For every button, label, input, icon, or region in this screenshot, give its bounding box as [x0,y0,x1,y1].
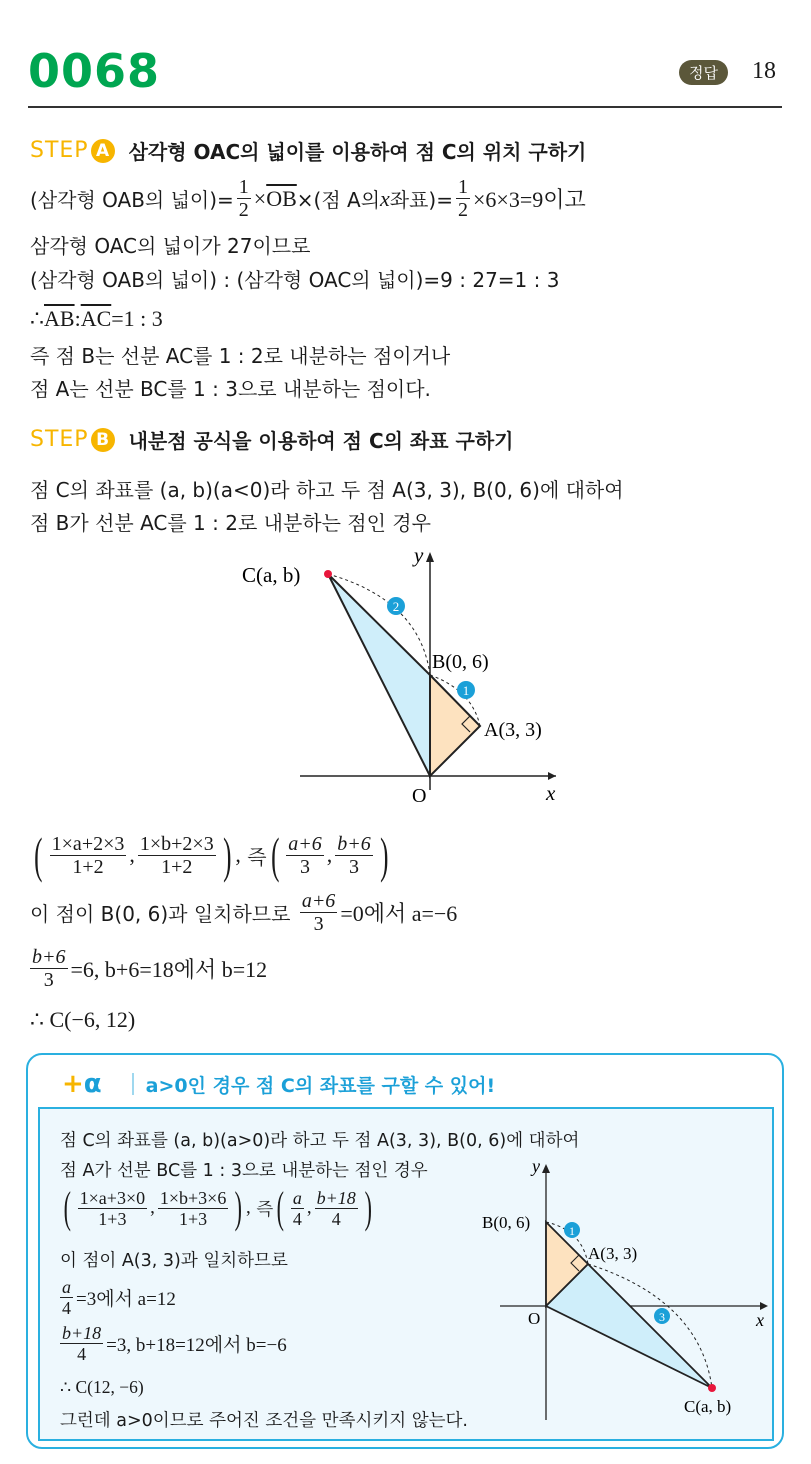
math-text: ( [34,827,43,883]
math-text: $\overline{AB}$ [44,306,75,331]
text-line: 점 B가 선분 AC를 1 : 2로 내분하는 점인 경우 [30,511,431,535]
math-text: 3 [348,855,359,878]
label-c: C(a, b) [684,1397,732,1416]
math-text: 2 [458,199,468,221]
math-text: , [306,1197,312,1218]
math-text: + [62,1069,84,1099]
text-line: 점 C의 좌표를 (a, b)(a<0)라 하고 두 점 A(3, 3), B(0, 6)에 대하여 [30,478,624,502]
label-x: x [546,781,556,805]
math-text: , [150,1197,155,1218]
graphic [546,1264,712,1388]
step-letter-badge: B [91,428,115,452]
math-text: 4 [77,1344,87,1364]
graphic [760,1302,768,1310]
math-text: , [326,842,333,867]
step-label: STEP [30,138,89,163]
math-text: 1+2 [72,855,104,878]
answer-badge: 정답 [679,60,728,85]
math-text: a+6 [288,832,322,855]
math-text: ) [222,827,232,883]
math-text: ∴ [30,306,44,331]
step-title: 내분점 공식을 이용하여 점 C의 좌표 구하기 [128,429,514,453]
math-text: 1+3 [98,1208,127,1229]
text-line: 점 A가 선분 BC를 1 : 3으로 내분하는 점인 경우 [60,1161,428,1181]
label-a: A(3, 3) [588,1244,638,1263]
text: ×6×3=9이고 [473,187,586,212]
math-text: b+18 [62,1323,102,1343]
math-text: 1×b+2×3 [139,832,214,855]
math-text: 3 [313,913,324,935]
text-line: 점 A는 선분 BC를 1 : 3으로 내분하는 점이다. [30,377,431,401]
problem-number: 0068 [28,44,161,98]
math-text: ( [276,1183,285,1232]
math-text: a [62,1277,71,1297]
text: x [380,185,390,211]
math-text: 3 [299,855,310,878]
math-text: ) [379,827,389,883]
text-line: 점 C의 좌표를 (a, b)(a>0)라 하고 두 점 A(3, 3), B(0, 6)에 대하여 [60,1131,580,1151]
math-text: ) [234,1183,243,1232]
math-text: =3에서 a=12 [76,1289,176,1310]
math-text: , [129,842,135,867]
math-text: b+6 [337,832,371,855]
math-text: 4 [62,1298,71,1318]
math-text: 4 [331,1208,341,1229]
math-text: ) [364,1183,372,1232]
graphic [708,1384,716,1392]
label-o: O [412,785,427,807]
text: ×(점 A의 [296,188,381,212]
math-text: , [245,1197,251,1218]
segment-ob: $\overline{OB}$ [266,185,297,211]
math-text: a>0인 경우 점 C의 좌표를 구할 수 있어! [145,1074,496,1097]
math-text: =3, b+18=12에서 b=−6 [106,1335,287,1356]
math-text: =0에서 a=−6 [340,901,458,926]
answer-value: 18 [752,58,776,84]
label-o: O [528,1309,541,1328]
math-text: a [292,1187,302,1208]
label-b: B(0, 6) [482,1213,531,1232]
math-text: 즉 [256,1199,274,1220]
math-text: 1+2 [161,855,193,878]
text: (삼각형 OAB의 넓이)= [30,188,234,212]
label-y: y [414,543,424,567]
text-line: 이 점이 A(3, 3)과 일치하므로 [60,1251,288,1271]
math-text: 3 [43,969,54,991]
label-c: C(a, b) [242,563,301,587]
math-text: b+18 [316,1187,356,1208]
math-text: ( [270,827,280,883]
step-title: 삼각형 OAC의 넓이를 이용하여 점 C의 위치 구하기 [128,140,587,164]
text-line: 삼각형 OAC의 넓이가 27이므로 [30,234,311,258]
math-text: 즉 [247,844,267,869]
result-line: ∴ C(12, −6) [60,1377,144,1397]
graphic: 2 [392,599,400,614]
label-b: B(0, 6) [432,651,489,673]
graphic: 1 [462,683,470,698]
text-line: 그런데 a>0이므로 주어진 조건을 만족시키지 않는다. [60,1411,468,1431]
label-y: y [532,1156,540,1176]
graphic: 3 [659,1310,665,1324]
text-line: (삼각형 OAB의 넓이) : (삼각형 OAC의 넓이)=9 : 27=1 : 3 [30,268,560,292]
graphic: 1 [569,1224,575,1238]
math-text: $\overline{AC}$ [80,306,112,331]
label-a: A(3, 3) [484,719,542,741]
graphic [542,1164,550,1173]
math-text: 1×b+3×6 [159,1187,227,1208]
math-text: 1 [238,176,249,198]
text: × [253,185,267,211]
math-text: , [235,842,241,867]
math-text: ( [63,1183,71,1232]
step-letter-badge: A [91,139,115,163]
math-text: : [74,306,81,331]
step-label: STEP [30,427,89,452]
math-text: a+6 [301,890,336,912]
math-text: b+6 [32,946,66,968]
text-line: 즉 점 B는 선분 AC를 1 : 2로 내분하는 점이거나 [30,344,451,368]
math-text: 1+3 [179,1208,208,1229]
math-text: 1×a+2×3 [51,832,125,855]
math-text: α [83,1069,102,1099]
label-x: x [756,1310,764,1330]
math-text: 1 [458,176,468,198]
math-text: =1 : 3 [111,306,163,331]
math-text: 2 [238,199,249,221]
math-text: 1×a+3×0 [79,1187,146,1208]
math-text: =6, b+6=18에서 b=12 [70,957,268,982]
math-text: 4 [292,1208,302,1229]
text: 좌표)= [389,188,453,212]
result-line: ∴ C(−6, 12) [30,1007,136,1032]
math-text: 이 점이 B(0, 6)과 일치하므로 [30,902,291,926]
